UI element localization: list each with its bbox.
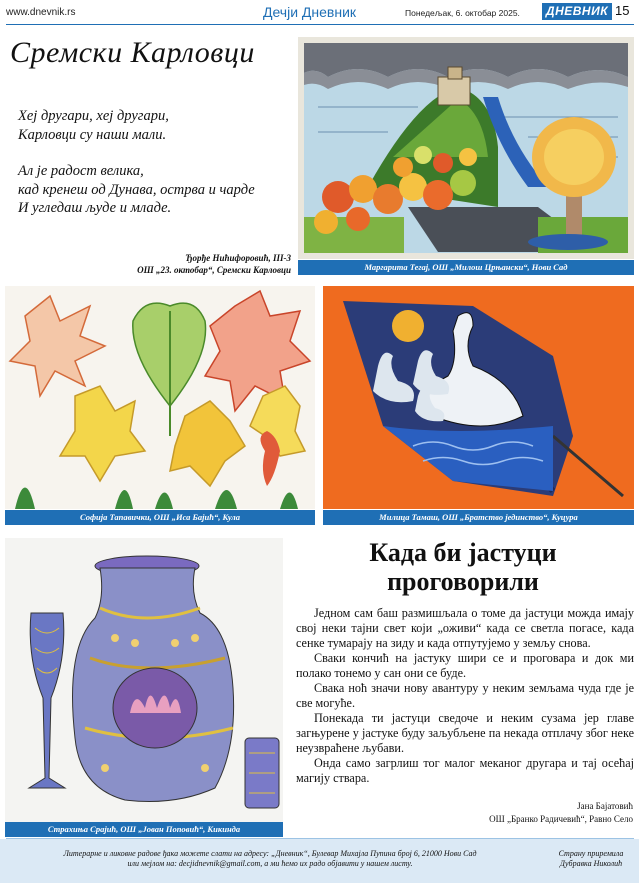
landscape-drawing-image	[298, 37, 634, 259]
page-number: 15	[615, 3, 630, 18]
footer-submission-info	[0, 849, 540, 869]
article-paragraph: Једном сам баш размишљала о томе да јастуци можда имају свој неки тајни свет који „оживи“ када се светла погасе, када сенке тумарају на зиду и када отпутујемо у земљу снова.	[296, 606, 634, 650]
poem-author-block	[137, 252, 291, 276]
footer-address-line: Литерарне и ликовне радове ђака можете слати на адресу: „Дневник“, Булевар Михајла Пупина број 6, 21000 Нови Сад	[63, 849, 477, 858]
drawing-karlovci-landscape	[298, 37, 634, 259]
poem-line: Ал је радост велика,	[18, 163, 144, 179]
footer-email-line[interactable]: или мејлом на: decjidnevnik@gmail.com, а ми ћемо их радо објавити у нашем листу.	[127, 859, 413, 868]
poem-school: ОШ „23. октобар“, Сремски Карловци	[137, 265, 291, 275]
caption-bottom-left: Страхиња Срајић, ОШ „Јован Поповић“, Кикинда	[5, 822, 283, 837]
poem-line: кад кренеш од Дунава, острва и чарде	[18, 181, 255, 198]
swans-drawing-image	[323, 286, 634, 509]
poem-line: Карловци су наши мали.	[18, 126, 167, 143]
page-header	[0, 0, 639, 26]
leaves-drawing-image	[5, 286, 315, 509]
article-school: ОШ „Бранко Радичевић“, Равно Село	[489, 814, 633, 824]
article-title-line: Када би јастуци	[369, 538, 557, 567]
caption-top-right: Маргарита Тегај, ОШ „Милош Црњански“, Нови Сад	[298, 260, 634, 275]
article-author: Јана Бајатовић	[577, 801, 633, 811]
article-paragraph: Онда само загрлиш тог малог меканог другара и тај осећај магију ствара.	[296, 756, 634, 785]
article-paragraph: Сваки кончић на јастуку шири се и проговара и док ми полако тонемо у сан они се буде.	[296, 651, 634, 680]
footer-editor-block	[548, 849, 634, 869]
poem-title: Сремски Карловци	[10, 36, 255, 69]
poem-body	[18, 107, 293, 218]
drawing-swans-on-leaf	[323, 286, 634, 509]
article-paragraph: Свака ноћ значи нову авантуру у неким земљама чуда где је све могуће.	[296, 681, 634, 710]
poem-line: И угледаш људе и младе.	[18, 200, 172, 216]
newspaper-logo: ДНЕВНИК	[542, 3, 612, 20]
issue-date: Понедељак, 6. октобар 2025.	[405, 8, 520, 18]
poem-line: Хеј другари, хеј другари,	[18, 108, 169, 124]
footer-editor-label: Страну приремила	[558, 849, 624, 858]
article-title-line: проговорили	[387, 567, 539, 596]
caption-mid-left: Софија Тапавички, ОШ „Иса Бајић“, Кула	[5, 510, 315, 525]
article-body	[296, 606, 634, 786]
vase-drawing-image	[5, 538, 283, 822]
page-footer	[0, 839, 639, 883]
header-divider	[6, 24, 634, 25]
poem-author: Ђорђе Нићифоровић, III-3	[185, 253, 291, 263]
section-title: Дечји Дневник	[263, 4, 357, 20]
stanza-gap	[18, 144, 293, 162]
footer-editor-name: Дубравка Николић	[559, 859, 623, 868]
site-url[interactable]: www.dnevnik.rs	[6, 7, 76, 18]
article-paragraph: Понекада ти јастуци сведоче и неким сузама јер главе загњурене у јастуке буду заљубљене па некада отплачу због неке неузвраћене љубави.	[296, 711, 634, 755]
caption-mid-right: Милица Тамаш, ОШ „Братство јединство“, Куцура	[323, 510, 634, 525]
drawing-vase-and-glass	[5, 538, 283, 822]
article-title	[296, 538, 630, 596]
article-author-block	[489, 800, 633, 826]
drawing-autumn-leaves	[5, 286, 315, 509]
